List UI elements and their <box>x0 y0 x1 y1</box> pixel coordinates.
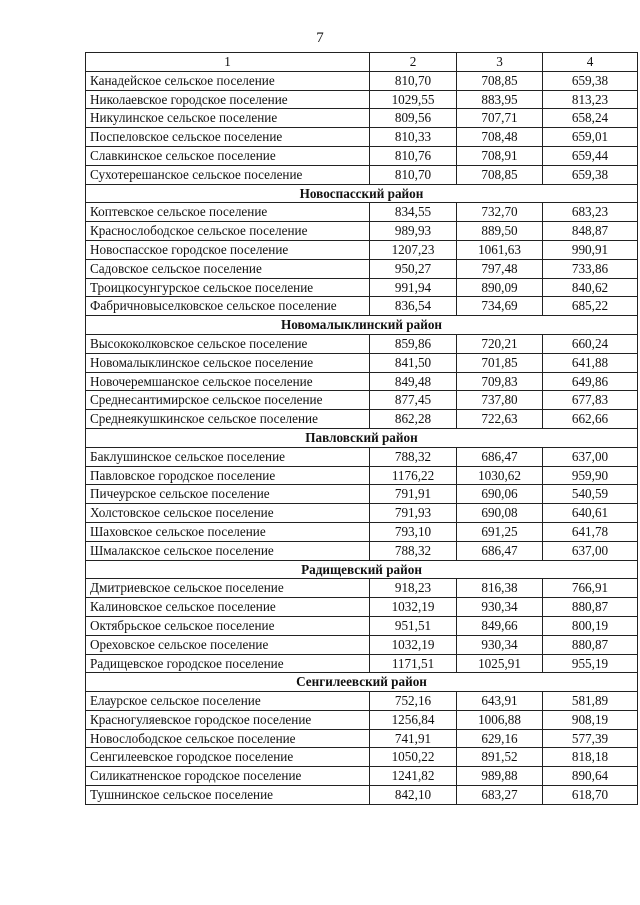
value-cell-col3: 708,85 <box>457 71 543 90</box>
value-cell-col2: 741,91 <box>370 729 457 748</box>
district-header-row <box>86 184 638 203</box>
table-row <box>86 767 638 786</box>
value-cell-col3: 643,91 <box>457 692 543 711</box>
value-cell-col3: 1025,91 <box>457 654 543 673</box>
value-cell-col3: 816,38 <box>457 579 543 598</box>
table-row <box>86 240 638 259</box>
value-cell-col2: 810,33 <box>370 128 457 147</box>
district-name: Новоспасский район <box>86 184 638 203</box>
district-header-row <box>86 560 638 579</box>
table-row <box>86 203 638 222</box>
table-row <box>86 710 638 729</box>
value-cell-col3: 686,47 <box>457 447 543 466</box>
value-cell-col2: 834,55 <box>370 203 457 222</box>
settlement-name-cell: Троицкосунгурское сельское поселение <box>86 278 370 297</box>
value-cell-col2: 989,93 <box>370 222 457 241</box>
table-row <box>86 692 638 711</box>
table-row <box>86 259 638 278</box>
value-cell-col4: 685,22 <box>543 297 638 316</box>
table-body <box>86 53 638 805</box>
value-cell-col2: 877,45 <box>370 391 457 410</box>
value-cell-col2: 951,51 <box>370 616 457 635</box>
value-cell-col4: 659,01 <box>543 128 638 147</box>
settlement-name-cell: Среднеякушкинское сельское поселение <box>86 410 370 429</box>
table-row <box>86 729 638 748</box>
settlement-name-cell: Среднесантимирское сельское поселение <box>86 391 370 410</box>
value-cell-col4: 880,87 <box>543 635 638 654</box>
value-cell-col2: 991,94 <box>370 278 457 297</box>
settlement-name-cell: Пичеурское сельское поселение <box>86 485 370 504</box>
value-cell-col3: 930,34 <box>457 598 543 617</box>
settlement-name-cell: Тушнинское сельское поселение <box>86 786 370 805</box>
value-cell-col2: 810,70 <box>370 71 457 90</box>
value-cell-col4: 733,86 <box>543 259 638 278</box>
table-row <box>86 410 638 429</box>
value-cell-col4: 908,19 <box>543 710 638 729</box>
settlement-name-cell: Шмалакское сельское поселение <box>86 541 370 560</box>
table-row <box>86 334 638 353</box>
table-row <box>86 391 638 410</box>
value-cell-col2: 1207,23 <box>370 240 457 259</box>
value-cell-col2: 950,27 <box>370 259 457 278</box>
district-name: Сенгилеевский район <box>86 673 638 692</box>
table-row <box>86 71 638 90</box>
table-row <box>86 353 638 372</box>
settlement-name-cell: Новомалыклинское сельское поселение <box>86 353 370 372</box>
value-cell-col2: 809,56 <box>370 109 457 128</box>
table-row <box>86 90 638 109</box>
settlement-name-cell: Новослободское сельское поселение <box>86 729 370 748</box>
table-row <box>86 466 638 485</box>
value-cell-col3: 930,34 <box>457 635 543 654</box>
value-cell-col2: 810,76 <box>370 146 457 165</box>
value-cell-col4: 540,59 <box>543 485 638 504</box>
settlement-name-cell: Силикатненское городское поселение <box>86 767 370 786</box>
column-header: 1 <box>86 53 370 72</box>
value-cell-col2: 752,16 <box>370 692 457 711</box>
table-row <box>86 372 638 391</box>
value-cell-col4: 659,38 <box>543 165 638 184</box>
settlement-name-cell: Краснослободское сельское поселение <box>86 222 370 241</box>
value-cell-col4: 660,24 <box>543 334 638 353</box>
settlement-name-cell: Сухотерешанское сельское поселение <box>86 165 370 184</box>
table-row <box>86 748 638 767</box>
value-cell-col3: 683,27 <box>457 786 543 805</box>
value-cell-col4: 637,00 <box>543 541 638 560</box>
value-cell-col3: 891,52 <box>457 748 543 767</box>
value-cell-col3: 722,63 <box>457 410 543 429</box>
table-row <box>86 522 638 541</box>
value-cell-col3: 686,47 <box>457 541 543 560</box>
value-cell-col2: 841,50 <box>370 353 457 372</box>
value-cell-col3: 709,83 <box>457 372 543 391</box>
settlement-name-cell: Славкинское сельское поселение <box>86 146 370 165</box>
settlement-name-cell: Николаевское городское поселение <box>86 90 370 109</box>
value-cell-col2: 1032,19 <box>370 635 457 654</box>
table-header-row <box>86 53 638 72</box>
value-cell-col2: 1241,82 <box>370 767 457 786</box>
table-row <box>86 109 638 128</box>
value-cell-col3: 883,95 <box>457 90 543 109</box>
settlement-name-cell: Никулинское сельское поселение <box>86 109 370 128</box>
value-cell-col4: 880,87 <box>543 598 638 617</box>
table-row <box>86 579 638 598</box>
settlement-name-cell: Шаховское сельское поселение <box>86 522 370 541</box>
value-cell-col2: 1171,51 <box>370 654 457 673</box>
value-cell-col2: 788,32 <box>370 541 457 560</box>
column-header: 3 <box>457 53 543 72</box>
data-table <box>85 52 638 805</box>
value-cell-col4: 640,61 <box>543 504 638 523</box>
value-cell-col4: 677,83 <box>543 391 638 410</box>
value-cell-col4: 641,78 <box>543 522 638 541</box>
value-cell-col4: 683,23 <box>543 203 638 222</box>
value-cell-col3: 1030,62 <box>457 466 543 485</box>
value-cell-col4: 766,91 <box>543 579 638 598</box>
value-cell-col4: 641,88 <box>543 353 638 372</box>
value-cell-col4: 658,24 <box>543 109 638 128</box>
settlement-name-cell: Холстовское сельское поселение <box>86 504 370 523</box>
table-row <box>86 635 638 654</box>
value-cell-col4: 649,86 <box>543 372 638 391</box>
value-cell-col2: 788,32 <box>370 447 457 466</box>
value-cell-col2: 791,91 <box>370 485 457 504</box>
settlement-name-cell: Калиновское сельское поселение <box>86 598 370 617</box>
value-cell-col2: 859,86 <box>370 334 457 353</box>
value-cell-col4: 800,19 <box>543 616 638 635</box>
value-cell-col3: 890,09 <box>457 278 543 297</box>
district-name: Радищевский район <box>86 560 638 579</box>
table-row <box>86 278 638 297</box>
table-row <box>86 598 638 617</box>
column-header: 2 <box>370 53 457 72</box>
value-cell-col4: 618,70 <box>543 786 638 805</box>
value-cell-col3: 707,71 <box>457 109 543 128</box>
value-cell-col4: 659,44 <box>543 146 638 165</box>
value-cell-col4: 662,66 <box>543 410 638 429</box>
table-row <box>86 297 638 316</box>
value-cell-col3: 708,85 <box>457 165 543 184</box>
settlement-name-cell: Канадейское сельское поселение <box>86 71 370 90</box>
value-cell-col3: 734,69 <box>457 297 543 316</box>
value-cell-col3: 797,48 <box>457 259 543 278</box>
district-header-row <box>86 673 638 692</box>
settlement-name-cell: Садовское сельское поселение <box>86 259 370 278</box>
value-cell-col2: 1176,22 <box>370 466 457 485</box>
table-row <box>86 616 638 635</box>
table-row <box>86 485 638 504</box>
table-row <box>86 654 638 673</box>
value-cell-col4: 637,00 <box>543 447 638 466</box>
settlement-name-cell: Новочеремшанское сельское поселение <box>86 372 370 391</box>
value-cell-col4: 813,23 <box>543 90 638 109</box>
value-cell-col4: 955,19 <box>543 654 638 673</box>
value-cell-col3: 690,06 <box>457 485 543 504</box>
table-row <box>86 165 638 184</box>
value-cell-col4: 848,87 <box>543 222 638 241</box>
column-header: 4 <box>543 53 638 72</box>
settlement-name-cell: Октябрьское сельское поселение <box>86 616 370 635</box>
value-cell-col3: 720,21 <box>457 334 543 353</box>
settlement-name-cell: Красногуляевское городское поселение <box>86 710 370 729</box>
value-cell-col4: 959,90 <box>543 466 638 485</box>
table-row <box>86 504 638 523</box>
settlement-name-cell: Высококолковское сельское поселение <box>86 334 370 353</box>
value-cell-col2: 918,23 <box>370 579 457 598</box>
value-cell-col3: 732,70 <box>457 203 543 222</box>
value-cell-col2: 862,28 <box>370 410 457 429</box>
settlement-name-cell: Дмитриевское сельское поселение <box>86 579 370 598</box>
district-name: Павловский район <box>86 428 638 447</box>
page-number: 7 <box>316 30 324 46</box>
value-cell-col3: 889,50 <box>457 222 543 241</box>
value-cell-col4: 890,64 <box>543 767 638 786</box>
district-header-row <box>86 428 638 447</box>
value-cell-col2: 836,54 <box>370 297 457 316</box>
value-cell-col3: 1006,88 <box>457 710 543 729</box>
value-cell-col2: 1050,22 <box>370 748 457 767</box>
value-cell-col2: 849,48 <box>370 372 457 391</box>
settlement-name-cell: Поспеловское сельское поселение <box>86 128 370 147</box>
value-cell-col3: 849,66 <box>457 616 543 635</box>
value-cell-col4: 577,39 <box>543 729 638 748</box>
value-cell-col3: 629,16 <box>457 729 543 748</box>
value-cell-col2: 1256,84 <box>370 710 457 729</box>
table-row <box>86 786 638 805</box>
value-cell-col3: 708,91 <box>457 146 543 165</box>
value-cell-col2: 810,70 <box>370 165 457 184</box>
value-cell-col3: 989,88 <box>457 767 543 786</box>
value-cell-col2: 1032,19 <box>370 598 457 617</box>
settlement-name-cell: Елаурское сельское поселение <box>86 692 370 711</box>
value-cell-col2: 791,93 <box>370 504 457 523</box>
settlement-name-cell: Новоспасское городское поселение <box>86 240 370 259</box>
settlement-name-cell: Павловское городское поселение <box>86 466 370 485</box>
settlement-name-cell: Ореховское сельское поселение <box>86 635 370 654</box>
value-cell-col3: 690,08 <box>457 504 543 523</box>
value-cell-col3: 708,48 <box>457 128 543 147</box>
table-row <box>86 447 638 466</box>
value-cell-col4: 990,91 <box>543 240 638 259</box>
value-cell-col4: 840,62 <box>543 278 638 297</box>
district-header-row <box>86 316 638 335</box>
settlement-name-cell: Радищевское городское поселение <box>86 654 370 673</box>
settlement-name-cell: Баклушинское сельское поселение <box>86 447 370 466</box>
table-row <box>86 146 638 165</box>
table-row <box>86 128 638 147</box>
table-row <box>86 541 638 560</box>
value-cell-col3: 691,25 <box>457 522 543 541</box>
settlement-name-cell: Коптевское сельское поселение <box>86 203 370 222</box>
value-cell-col2: 842,10 <box>370 786 457 805</box>
value-cell-col2: 1029,55 <box>370 90 457 109</box>
district-name: Новомалыклинский район <box>86 316 638 335</box>
table-row <box>86 222 638 241</box>
value-cell-col4: 659,38 <box>543 71 638 90</box>
value-cell-col2: 793,10 <box>370 522 457 541</box>
settlement-name-cell: Фабричновыселковское сельское поселение <box>86 297 370 316</box>
settlement-name-cell: Сенгилеевское городское поселение <box>86 748 370 767</box>
value-cell-col3: 1061,63 <box>457 240 543 259</box>
value-cell-col3: 701,85 <box>457 353 543 372</box>
value-cell-col3: 737,80 <box>457 391 543 410</box>
value-cell-col4: 818,18 <box>543 748 638 767</box>
value-cell-col4: 581,89 <box>543 692 638 711</box>
